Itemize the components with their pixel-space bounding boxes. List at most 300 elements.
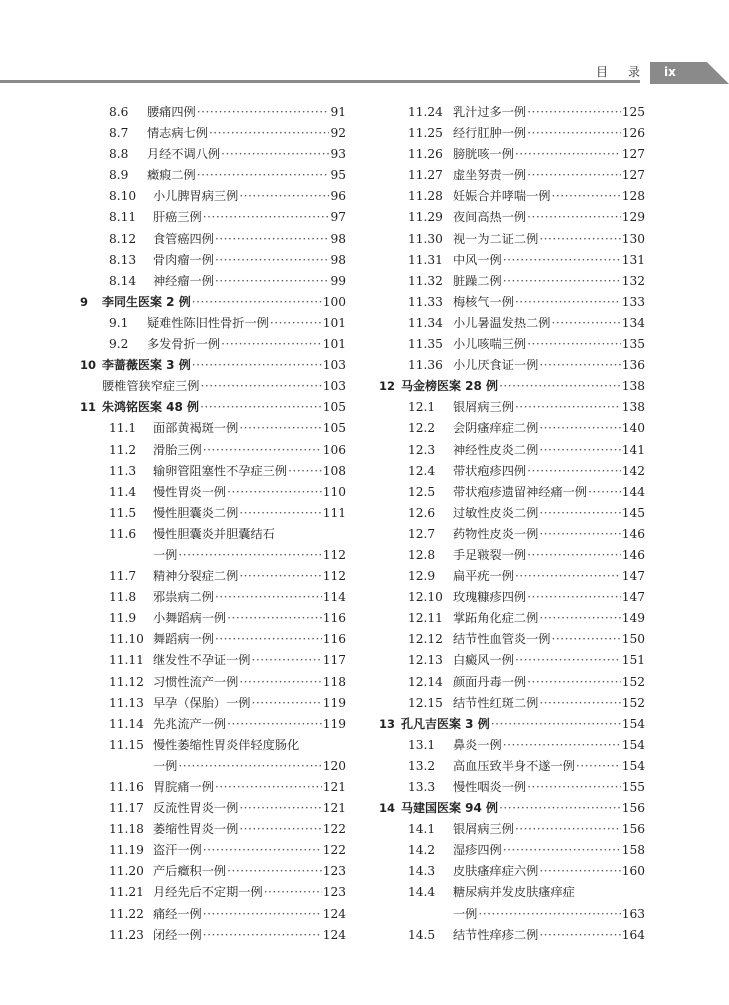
toc-section-entry[interactable] bbox=[80, 272, 346, 293]
entry-number: 11.35 bbox=[408, 337, 443, 352]
entry-title: 皮肤瘙痒症六例 bbox=[453, 864, 539, 879]
toc-section-entry[interactable] bbox=[379, 757, 645, 778]
entry-page-number: 118 bbox=[322, 674, 346, 689]
entry-page-number: 95 bbox=[330, 168, 346, 183]
leader-dots bbox=[499, 801, 621, 815]
toc-section-entry[interactable] bbox=[80, 567, 346, 588]
entry-number: 11.1 bbox=[109, 421, 137, 436]
entry-page-number: 146 bbox=[621, 547, 645, 562]
entry-title: 先兆流产一例 bbox=[153, 716, 227, 731]
leader-dots bbox=[503, 274, 621, 288]
toc-section-entry[interactable] bbox=[80, 504, 346, 525]
leader-dots bbox=[215, 632, 322, 646]
toc-section-entry[interactable] bbox=[379, 588, 645, 609]
leader-dots bbox=[576, 759, 621, 773]
entry-page-number: 98 bbox=[330, 252, 346, 267]
entry-page-number: 117 bbox=[322, 653, 346, 668]
entry-number: 11.26 bbox=[408, 147, 443, 162]
entry-number: 11.17 bbox=[109, 801, 144, 816]
entry-title: 精神分裂症二例 bbox=[153, 569, 239, 584]
header-rule bbox=[0, 80, 640, 83]
entry-title: 食管癌四例 bbox=[153, 231, 214, 246]
entry-title: 癥瘕二例 bbox=[147, 168, 196, 183]
leader-dots bbox=[527, 675, 621, 689]
toc-section-entry[interactable] bbox=[80, 251, 346, 272]
leader-dots bbox=[515, 569, 621, 583]
toc-section-entry[interactable] bbox=[80, 651, 346, 672]
leader-dots bbox=[239, 822, 321, 836]
toc-section-entry[interactable] bbox=[379, 926, 645, 947]
leader-dots bbox=[503, 253, 621, 267]
leader-dots bbox=[478, 907, 620, 921]
leader-dots bbox=[539, 611, 620, 625]
leader-dots bbox=[527, 126, 621, 140]
entry-page-number: 158 bbox=[621, 843, 645, 858]
entry-page-number: 126 bbox=[621, 126, 645, 141]
entry-page-number: 154 bbox=[621, 758, 645, 773]
entry-number: 11.4 bbox=[109, 484, 137, 499]
entry-title: 白癜风一例 bbox=[453, 653, 514, 668]
entry-title: 一例 bbox=[153, 547, 178, 562]
entry-number: 11 bbox=[80, 400, 97, 415]
entry-title: 盗汗一例 bbox=[153, 843, 202, 858]
entry-page-number: 103 bbox=[322, 358, 346, 373]
entry-title: 马建国医案 94 例 bbox=[401, 801, 499, 816]
leader-dots bbox=[227, 611, 322, 625]
entry-number: 11.12 bbox=[109, 674, 144, 689]
entry-number: 14.1 bbox=[408, 822, 436, 837]
toc-section-entry[interactable] bbox=[80, 862, 346, 883]
entry-number: 11.28 bbox=[408, 189, 443, 204]
entry-title: 腰痛四例 bbox=[147, 105, 196, 119]
toc-section-entry[interactable] bbox=[379, 230, 645, 251]
entry-title: 朱鸿铭医案 48 例 bbox=[102, 400, 200, 415]
entry-page-number: 140 bbox=[621, 421, 645, 436]
toc-section-entry[interactable] bbox=[80, 525, 346, 546]
entry-page-number: 129 bbox=[621, 210, 645, 225]
toc-section-entry[interactable] bbox=[379, 208, 645, 229]
entry-title: 夜间高热一例 bbox=[453, 210, 527, 225]
leader-dots bbox=[178, 759, 321, 773]
leader-dots bbox=[178, 548, 321, 562]
entry-page-number: 120 bbox=[322, 758, 346, 773]
entry-title: 舞蹈病一例 bbox=[153, 632, 214, 647]
entry-title: 视一为二证二例 bbox=[453, 231, 539, 246]
toc-section-entry[interactable] bbox=[80, 208, 346, 229]
entry-number: 14.3 bbox=[408, 864, 436, 879]
entry-page-number: 98 bbox=[330, 231, 346, 246]
entry-title: 经行肛肿一例 bbox=[453, 126, 527, 141]
entry-page-number: 91 bbox=[330, 105, 346, 119]
entry-page-number: 99 bbox=[330, 273, 346, 288]
leader-dots bbox=[515, 400, 621, 414]
toc-section-entry[interactable] bbox=[80, 757, 346, 778]
toc-section-entry[interactable] bbox=[379, 124, 645, 145]
toc-section-entry[interactable] bbox=[379, 166, 645, 187]
toc-section-entry[interactable] bbox=[379, 862, 645, 883]
entry-title: 继发性不孕证一例 bbox=[153, 653, 251, 668]
entry-page-number: 147 bbox=[621, 569, 645, 584]
toc-section-entry[interactable] bbox=[379, 462, 645, 483]
toc-section-entry[interactable] bbox=[80, 377, 346, 398]
entry-title: 慢性胃炎一例 bbox=[153, 484, 227, 499]
toc-section-entry[interactable] bbox=[379, 441, 645, 462]
entry-title: 李蔷薇医案 3 例 bbox=[102, 358, 191, 373]
entry-title: 闭经一例 bbox=[153, 927, 202, 942]
header-title-char: 目 bbox=[596, 65, 609, 79]
entry-page-number: 108 bbox=[322, 463, 346, 478]
entry-number: 12.14 bbox=[408, 674, 443, 689]
leader-dots bbox=[239, 421, 321, 435]
leader-dots bbox=[527, 210, 621, 224]
leader-dots bbox=[239, 569, 321, 583]
entry-title: 慢性胆囊炎并胆囊结石 bbox=[153, 526, 275, 541]
leader-dots bbox=[527, 464, 621, 478]
leader-dots bbox=[588, 485, 621, 499]
toc-section-entry[interactable] bbox=[80, 187, 346, 208]
toc-section-entry[interactable] bbox=[80, 314, 346, 335]
toc-section-entry[interactable] bbox=[379, 525, 645, 546]
entry-page-number: 93 bbox=[330, 147, 346, 162]
entry-number: 11.5 bbox=[109, 505, 137, 520]
entry-number: 11.31 bbox=[408, 252, 443, 267]
entry-page-number: 119 bbox=[322, 716, 346, 731]
entry-number: 12.10 bbox=[408, 590, 443, 605]
toc-section-entry[interactable] bbox=[379, 905, 645, 926]
leader-dots bbox=[527, 105, 621, 119]
entry-title: 痛经一例 bbox=[153, 906, 202, 921]
entry-page-number: 110 bbox=[322, 484, 346, 499]
toc-section-entry[interactable] bbox=[80, 546, 346, 567]
toc-section-entry[interactable] bbox=[379, 820, 645, 841]
toc-section-entry[interactable] bbox=[379, 841, 645, 862]
entry-number: 11.9 bbox=[109, 611, 137, 626]
entry-page-number: 135 bbox=[621, 337, 645, 352]
entry-page-number: 151 bbox=[621, 653, 645, 668]
entry-title: 中风一例 bbox=[453, 252, 502, 267]
toc-section-entry[interactable] bbox=[80, 483, 346, 504]
entry-title: 多发骨折一例 bbox=[147, 337, 221, 352]
leader-dots bbox=[221, 337, 322, 351]
leader-dots bbox=[239, 801, 321, 815]
leader-dots bbox=[215, 780, 322, 794]
entry-page-number: 127 bbox=[621, 168, 645, 183]
entry-title: 脏躁二例 bbox=[453, 273, 502, 288]
entry-page-number: 132 bbox=[621, 273, 645, 288]
toc-section-entry[interactable] bbox=[379, 736, 645, 757]
entry-title: 乳汁过多一例 bbox=[453, 105, 527, 119]
entry-number: 14.4 bbox=[408, 885, 436, 900]
entry-page-number: 122 bbox=[322, 822, 346, 837]
entry-page-number: 105 bbox=[322, 421, 346, 436]
toc-section-entry[interactable] bbox=[80, 799, 346, 820]
leader-dots bbox=[515, 653, 621, 667]
entry-title: 输卵管阻塞性不孕症三例 bbox=[153, 463, 288, 478]
entry-page-number: 142 bbox=[621, 463, 645, 478]
leader-dots bbox=[239, 506, 321, 520]
entry-page-number: 121 bbox=[322, 801, 346, 816]
entry-page-number: 106 bbox=[322, 442, 346, 457]
leader-dots bbox=[527, 337, 621, 351]
toc-chapter-entry[interactable] bbox=[80, 356, 346, 377]
entry-title: 膀胱咳一例 bbox=[453, 147, 514, 162]
entry-number: 11.29 bbox=[408, 210, 443, 225]
entry-title: 马金榜医案 28 例 bbox=[401, 379, 499, 394]
entry-title: 梅核气一例 bbox=[453, 294, 514, 309]
entry-page-number: 111 bbox=[322, 505, 346, 520]
entry-title: 肝癌三例 bbox=[153, 210, 202, 225]
entry-page-number: 138 bbox=[621, 400, 645, 415]
entry-title: 小儿咳喘三例 bbox=[453, 337, 527, 352]
entry-title: 虚坐努责一例 bbox=[453, 168, 527, 183]
entry-number: 13.1 bbox=[408, 737, 436, 752]
leader-dots bbox=[203, 928, 322, 942]
toc-section-entry[interactable] bbox=[80, 694, 346, 715]
entry-page-number: 124 bbox=[322, 906, 346, 921]
leader-dots bbox=[539, 527, 620, 541]
page-number-tab bbox=[650, 62, 729, 84]
leader-dots bbox=[491, 717, 621, 731]
toc-section-entry[interactable] bbox=[379, 567, 645, 588]
leader-dots bbox=[252, 653, 322, 667]
entry-title: 糖尿病并发皮肤瘙痒症 bbox=[453, 885, 575, 900]
toc-section-entry[interactable] bbox=[80, 462, 346, 483]
entry-title: 银屑病三例 bbox=[453, 822, 514, 837]
leader-dots bbox=[200, 400, 322, 414]
toc-section-entry[interactable] bbox=[379, 883, 645, 904]
leader-dots bbox=[252, 696, 322, 710]
entry-number: 8.6 bbox=[109, 105, 129, 119]
entry-title: 小儿暑温发热二例 bbox=[453, 315, 551, 330]
toc-chapter-entry[interactable] bbox=[379, 377, 645, 398]
entry-page-number: 96 bbox=[330, 189, 346, 204]
entry-title: 湿疹四例 bbox=[453, 843, 502, 858]
leader-dots bbox=[539, 421, 620, 435]
entry-page-number: 122 bbox=[322, 843, 346, 858]
entry-title: 情志病七例 bbox=[147, 126, 208, 141]
entry-number: 12.1 bbox=[408, 400, 436, 415]
entry-title: 神经瘤一例 bbox=[153, 273, 214, 288]
leader-dots bbox=[539, 443, 620, 457]
entry-page-number: 125 bbox=[621, 105, 645, 119]
entry-title: 慢性萎缩性胃炎伴轻度肠化 bbox=[153, 737, 300, 752]
entry-number: 11.6 bbox=[109, 526, 137, 541]
toc-section-entry[interactable] bbox=[80, 673, 346, 694]
toc-chapter-entry[interactable] bbox=[80, 293, 346, 314]
entry-page-number: 101 bbox=[322, 315, 346, 330]
entry-title: 萎缩性胃炎一例 bbox=[153, 822, 239, 837]
entry-title: 骨肉瘤一例 bbox=[153, 252, 214, 267]
entry-page-number: 160 bbox=[621, 864, 645, 879]
toc-section-entry[interactable] bbox=[379, 504, 645, 525]
toc-section-entry[interactable] bbox=[379, 314, 645, 335]
toc-section-entry[interactable] bbox=[80, 926, 346, 947]
entry-number: 11.23 bbox=[109, 927, 144, 942]
toc-chapter-entry[interactable] bbox=[379, 799, 645, 820]
toc-section-entry[interactable] bbox=[379, 293, 645, 314]
entry-title: 小儿厌食证一例 bbox=[453, 358, 539, 373]
entry-title: 手足皲裂一例 bbox=[453, 547, 527, 562]
toc-section-entry[interactable] bbox=[80, 841, 346, 862]
running-header-title bbox=[596, 63, 640, 80]
toc-section-entry[interactable] bbox=[80, 419, 346, 440]
entry-number: 13.3 bbox=[408, 780, 436, 794]
leader-dots bbox=[203, 443, 322, 457]
entry-number: 11.3 bbox=[109, 463, 137, 478]
leader-dots bbox=[552, 316, 621, 330]
leader-dots bbox=[539, 506, 620, 520]
entry-number: 11.33 bbox=[408, 294, 443, 309]
leader-dots bbox=[539, 232, 620, 246]
entry-page-number: 133 bbox=[621, 294, 645, 309]
entry-title: 过敏性皮炎二例 bbox=[453, 505, 539, 520]
leader-dots bbox=[264, 885, 322, 899]
toc-section-entry[interactable] bbox=[379, 398, 645, 419]
leader-dots bbox=[239, 189, 329, 203]
leader-dots bbox=[209, 126, 330, 140]
toc-section-entry[interactable] bbox=[379, 630, 645, 651]
entry-page-number: 152 bbox=[621, 695, 645, 710]
entry-title: 慢性胆囊炎二例 bbox=[153, 505, 239, 520]
entry-number: 14 bbox=[379, 801, 396, 816]
entry-page-number: 136 bbox=[621, 358, 645, 373]
header-title-char: 录 bbox=[628, 65, 641, 79]
toc-section-entry[interactable] bbox=[80, 778, 346, 799]
entry-title: 会阴瘙痒症二例 bbox=[453, 421, 539, 436]
toc-section-entry[interactable] bbox=[80, 124, 346, 145]
toc-chapter-entry[interactable] bbox=[379, 715, 645, 736]
toc-section-entry[interactable] bbox=[80, 715, 346, 736]
entry-page-number: 147 bbox=[621, 590, 645, 605]
entry-page-number: 112 bbox=[322, 569, 346, 584]
entry-title: 药物性皮炎一例 bbox=[453, 526, 539, 541]
toc-section-entry[interactable] bbox=[80, 335, 346, 356]
toc-section-entry[interactable] bbox=[80, 588, 346, 609]
toc-section-entry[interactable] bbox=[80, 609, 346, 630]
leader-dots bbox=[515, 295, 621, 309]
entry-number: 11.25 bbox=[408, 126, 443, 141]
entry-number: 14.5 bbox=[408, 927, 436, 942]
toc-section-entry[interactable] bbox=[80, 166, 346, 187]
toc-section-entry[interactable] bbox=[379, 546, 645, 567]
toc-section-entry[interactable] bbox=[379, 187, 645, 208]
entry-page-number: 144 bbox=[621, 484, 645, 499]
entry-number: 12.7 bbox=[408, 526, 436, 541]
entry-page-number: 152 bbox=[621, 674, 645, 689]
entry-number: 9 bbox=[80, 294, 89, 309]
leader-dots bbox=[197, 168, 330, 182]
entry-number: 9.2 bbox=[109, 337, 129, 352]
toc-section-entry[interactable] bbox=[80, 441, 346, 462]
entry-number: 8.7 bbox=[109, 126, 129, 141]
entry-number: 12.5 bbox=[408, 484, 436, 499]
toc-section-entry[interactable] bbox=[379, 483, 645, 504]
toc-section-entry[interactable] bbox=[80, 630, 346, 651]
entry-page-number: 127 bbox=[621, 147, 645, 162]
entry-number: 12 bbox=[379, 379, 396, 394]
toc-section-entry[interactable] bbox=[379, 145, 645, 166]
entry-title: 产后癥积一例 bbox=[153, 864, 227, 879]
leader-dots bbox=[270, 316, 322, 330]
toc-section-entry[interactable] bbox=[379, 335, 645, 356]
entry-number: 11.20 bbox=[109, 864, 144, 879]
toc-section-entry[interactable] bbox=[379, 103, 645, 124]
toc-section-entry[interactable] bbox=[379, 694, 645, 715]
toc-section-entry[interactable] bbox=[80, 230, 346, 251]
entry-title: 腰椎管狭窄症三例 bbox=[102, 379, 200, 394]
entry-page-number: 116 bbox=[322, 632, 346, 647]
entry-number: 12.11 bbox=[408, 611, 443, 626]
toc-section-entry[interactable] bbox=[80, 905, 346, 926]
entry-number: 11.10 bbox=[109, 632, 144, 647]
toc-section-entry[interactable] bbox=[80, 883, 346, 904]
leader-dots bbox=[552, 632, 621, 646]
toc-section-entry[interactable] bbox=[80, 103, 346, 124]
toc-section-entry[interactable] bbox=[379, 272, 645, 293]
entry-number: 8.14 bbox=[109, 273, 137, 288]
toc-chapter-entry[interactable] bbox=[80, 398, 346, 419]
entry-number: 11.36 bbox=[408, 358, 443, 373]
entry-title: 面部黄褐斑一例 bbox=[153, 421, 239, 436]
entry-page-number: 155 bbox=[621, 780, 645, 794]
entry-title: 扁平疣一例 bbox=[453, 569, 514, 584]
entry-page-number: 163 bbox=[621, 906, 645, 921]
leader-dots bbox=[503, 843, 621, 857]
entry-page-number: 146 bbox=[621, 526, 645, 541]
entry-title: 高血压致半身不遂一例 bbox=[453, 758, 575, 773]
entry-page-number: 149 bbox=[621, 611, 645, 626]
leader-dots bbox=[215, 232, 330, 246]
entry-number: 11.22 bbox=[109, 906, 144, 921]
entry-title: 反流性胃炎一例 bbox=[153, 801, 239, 816]
entry-number: 11.19 bbox=[109, 843, 144, 858]
entry-number: 10 bbox=[80, 358, 97, 373]
entry-title: 早孕（保胎）一例 bbox=[153, 695, 251, 710]
entry-number: 12.15 bbox=[408, 695, 443, 710]
entry-number: 11.15 bbox=[109, 737, 144, 752]
toc-section-entry[interactable] bbox=[379, 778, 645, 799]
toc-section-entry[interactable] bbox=[379, 419, 645, 440]
entry-number: 11.7 bbox=[109, 569, 137, 584]
leader-dots bbox=[515, 147, 621, 161]
entry-title: 银屑病三例 bbox=[453, 400, 514, 415]
toc-section-entry[interactable] bbox=[80, 736, 346, 757]
entry-page-number: 130 bbox=[621, 231, 645, 246]
toc-section-entry[interactable] bbox=[379, 651, 645, 672]
entry-number: 11.21 bbox=[109, 885, 144, 900]
entry-title: 掌跖角化症二例 bbox=[453, 611, 539, 626]
entry-title: 鼻炎一例 bbox=[453, 737, 502, 752]
entry-page-number: 145 bbox=[621, 505, 645, 520]
leader-dots bbox=[499, 379, 621, 393]
entry-page-number: 123 bbox=[322, 885, 346, 900]
entry-number: 11.18 bbox=[109, 822, 144, 837]
toc-section-entry[interactable] bbox=[379, 251, 645, 272]
toc-section-entry[interactable] bbox=[379, 673, 645, 694]
toc-section-entry[interactable] bbox=[80, 820, 346, 841]
toc-section-entry[interactable] bbox=[80, 145, 346, 166]
entry-page-number: 97 bbox=[330, 210, 346, 225]
entry-number: 8.9 bbox=[109, 168, 129, 183]
entry-title: 颜面丹毒一例 bbox=[453, 674, 527, 689]
toc-section-entry[interactable] bbox=[379, 609, 645, 630]
leader-dots bbox=[192, 295, 322, 309]
entry-number: 12.2 bbox=[408, 421, 436, 436]
leader-dots bbox=[539, 864, 620, 878]
entry-title: 疑难性陈旧性骨折一例 bbox=[147, 315, 269, 330]
toc-section-entry[interactable] bbox=[379, 356, 645, 377]
entry-number: 11.14 bbox=[109, 716, 144, 731]
